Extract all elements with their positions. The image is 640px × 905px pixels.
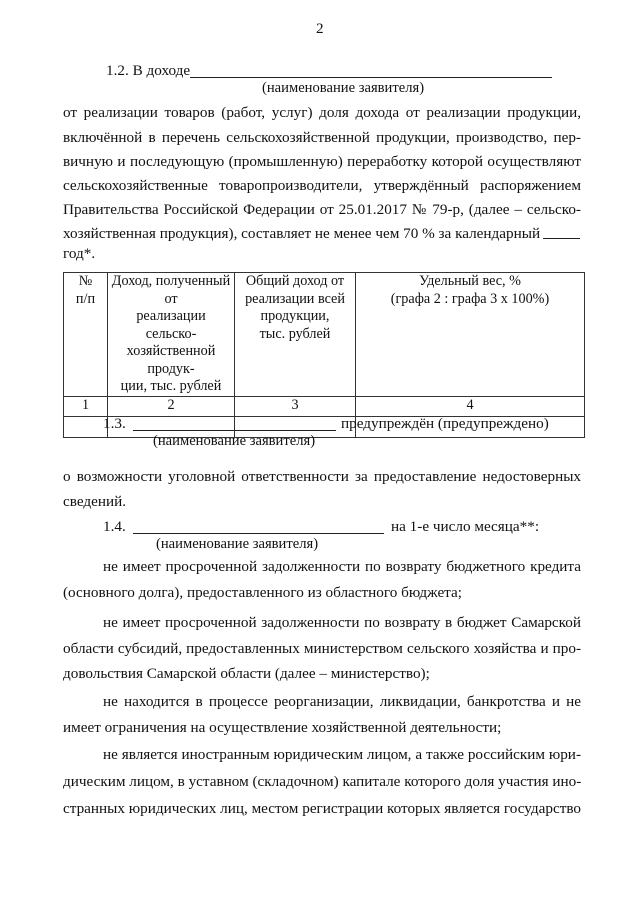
applicant-name-caption: (наименование заявителя): [262, 80, 425, 96]
income-share-table: [63, 272, 585, 438]
section-1-2-line: сельскохозяйственные товаропроизводители, утверждённый распоряжением: [63, 177, 581, 194]
condition-line: имеет ограничения на осуществление хозяйственной деятельности;: [63, 719, 502, 736]
condition-line: дическим лицом, в уставном (складочном) капитале которого доля участия ино-: [63, 773, 582, 790]
condition-line: довольствия Самарской области (далее – министерство);: [63, 665, 430, 682]
table-header-row: [64, 273, 585, 397]
section-1-2-line: от реализации товаров (работ, услуг) доля дохода от реализации продукции,: [63, 104, 581, 121]
table-header-cell: Удельный вес, % (графа 2 : графа 3 х 100%): [356, 273, 585, 397]
section-1-2-line: включённой в перечень сельскохозяйственной продукции, производство, пер-: [63, 129, 581, 146]
table-number-row: [64, 396, 585, 416]
applicant-name-caption: (наименование заявителя): [156, 536, 319, 552]
table-cell: 2: [108, 396, 235, 416]
applicant-name-line: [133, 533, 384, 534]
table-cell: 4: [356, 396, 585, 416]
table-cell: 1: [64, 396, 108, 416]
table-cell: 3: [235, 396, 356, 416]
table-cell: [64, 416, 108, 437]
section-1-3-prefix: 1.3.: [103, 415, 126, 432]
applicant-name-line: [133, 430, 336, 431]
section-1-3-line: сведений.: [63, 493, 127, 510]
section-1-4-prefix: 1.4.: [103, 518, 126, 535]
table-header-cell: Доход, полученный от реализации сельско- хозяйственной продук- ции, тыс. рублей: [108, 273, 235, 397]
condition-line: не находится в процессе реорганизации, ликвидации, банкротства и не: [103, 693, 581, 710]
condition-line: не является иностранным юридическим лицом, а также российским юри-: [103, 746, 581, 763]
section-1-2-line: вичную и последующую (промышленную) переработку которой осуществляют: [63, 153, 581, 170]
section-1-2-prefix: 1.2. В доходе: [106, 62, 191, 79]
year-blank-line: [543, 238, 580, 239]
section-1-3-suffix: предупреждён (предупреждено): [341, 415, 549, 432]
section-1-4-suffix: на 1-е число месяца**:: [391, 518, 540, 535]
condition-line: (основного долга), предоставленного из областного бюджета;: [63, 584, 462, 601]
table-header-cell: № п/п: [64, 273, 108, 397]
applicant-name-caption: (наименование заявителя): [153, 433, 316, 449]
condition-line: странных юридических лиц, местом регистрации которых является государство: [63, 800, 581, 817]
section-1-3-line: о возможности уголовной ответственности за предоставление недостоверных: [63, 468, 581, 485]
applicant-name-line: [190, 77, 552, 78]
condition-line: не имеет просроченной задолженности по возврату в бюджет Самарской: [103, 614, 581, 631]
section-1-2-line: хозяйственная продукция), составляет не менее чем 70 % за календарный: [63, 225, 541, 242]
table-header-cell: Общий доход от реализации всей продукции, тыс. рублей: [235, 273, 356, 397]
condition-line: области субсидий, предоставленных министерством сельского хозяйства и про-: [63, 640, 581, 657]
page-number: 2: [316, 20, 324, 37]
year-suffix: год*.: [63, 245, 96, 262]
section-1-2-line: Правительства Российской Федерации от 25.01.2017 № 79-р, (далее – сельско-: [63, 201, 581, 218]
condition-line: не имеет просроченной задолженности по возврату бюджетного кредита: [103, 558, 581, 575]
